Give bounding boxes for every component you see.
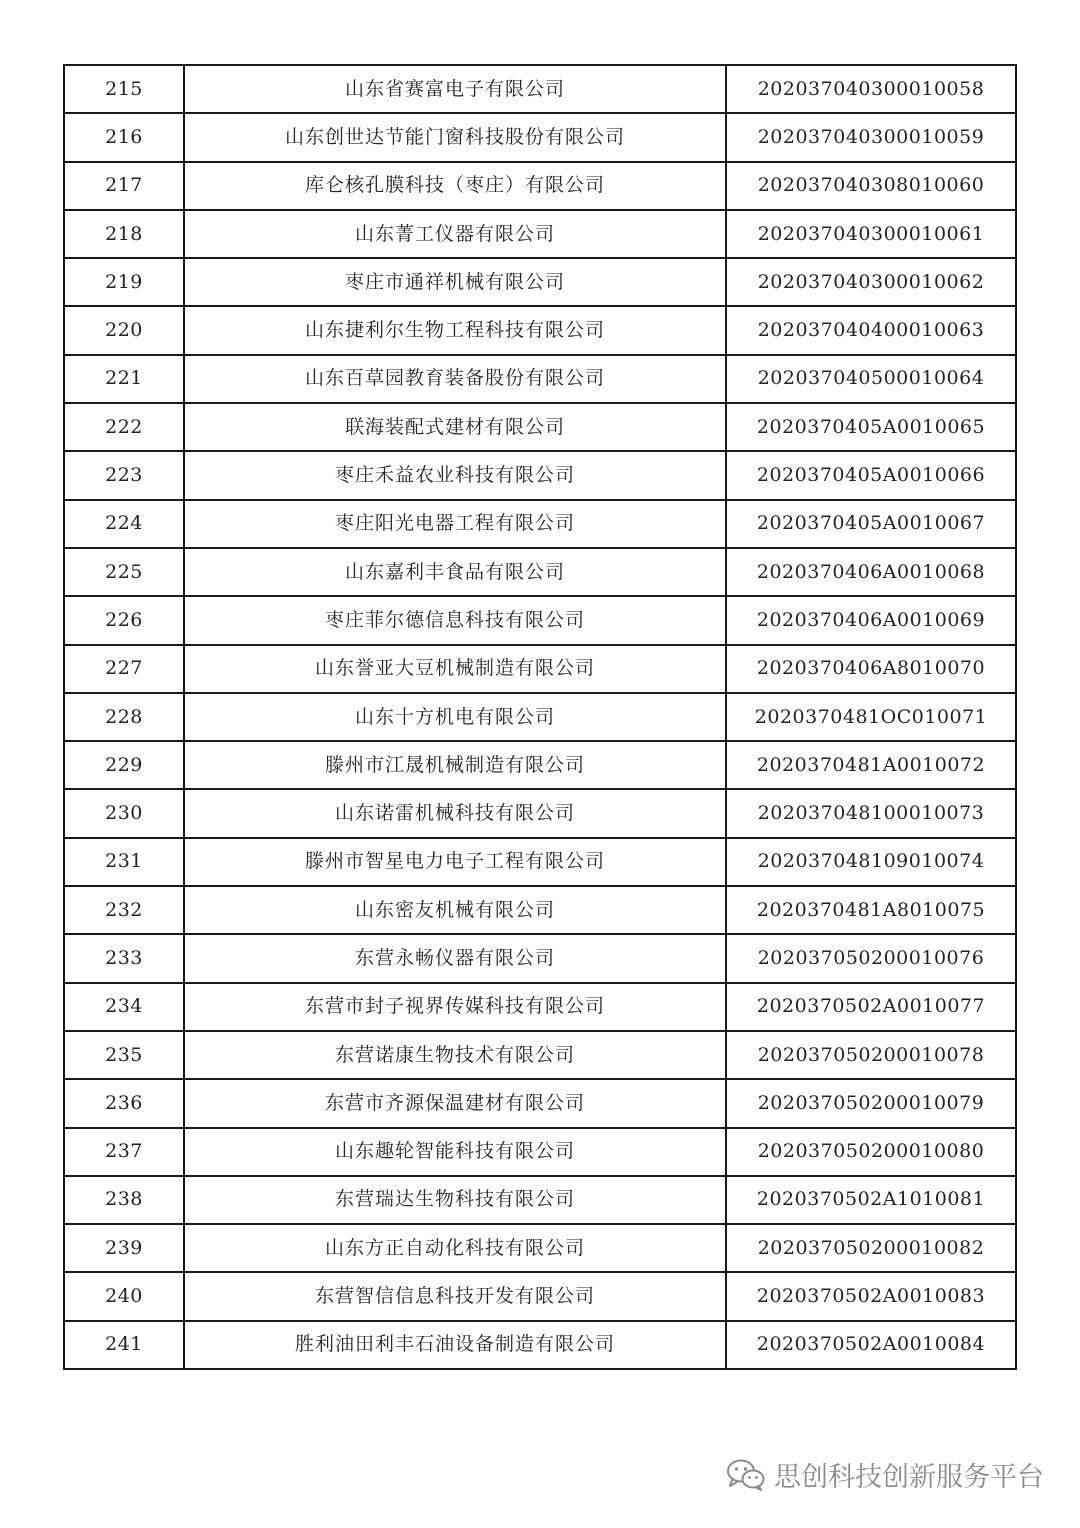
registration-code: 202037050200010079 [726, 1079, 1016, 1127]
row-number: 235 [64, 1031, 184, 1079]
registration-code: 2020370405A0010066 [726, 451, 1016, 499]
company-name: 东营诺康生物技术有限公司 [184, 1031, 726, 1079]
company-name: 枣庄市通祥机械有限公司 [184, 258, 726, 306]
company-name: 东营市封子视界传媒科技有限公司 [184, 983, 726, 1031]
watermark [726, 1455, 1044, 1494]
registration-code: 202037040300010061 [726, 210, 1016, 258]
row-number: 222 [64, 403, 184, 451]
row-number: 228 [64, 693, 184, 741]
table-row [64, 886, 1016, 934]
table-row [64, 645, 1016, 693]
row-number: 218 [64, 210, 184, 258]
registration-code: 2020370502A0010083 [726, 1272, 1016, 1320]
company-name: 东营永畅仪器有限公司 [184, 934, 726, 982]
row-number: 227 [64, 645, 184, 693]
registration-code: 202037048100010073 [726, 789, 1016, 837]
registration-code: 2020370481A8010075 [726, 886, 1016, 934]
table-row [64, 741, 1016, 789]
table-row [64, 983, 1016, 1031]
company-name: 滕州市江晟机械制造有限公司 [184, 741, 726, 789]
row-number: 238 [64, 1176, 184, 1224]
company-name: 山东趣轮智能科技有限公司 [184, 1128, 726, 1176]
table-row [64, 210, 1016, 258]
company-list-table [63, 64, 1017, 1370]
registration-code: 2020370405A0010065 [726, 403, 1016, 451]
company-name: 山东百草园教育装备股份有限公司 [184, 355, 726, 403]
company-name: 山东菁工仪器有限公司 [184, 210, 726, 258]
table-row [64, 934, 1016, 982]
registration-code: 202037040500010064 [726, 355, 1016, 403]
company-name: 山东创世达节能门窗科技股份有限公司 [184, 113, 726, 161]
company-name: 山东诺雷机械科技有限公司 [184, 789, 726, 837]
row-number: 219 [64, 258, 184, 306]
row-number: 230 [64, 789, 184, 837]
company-name: 东营瑞达生物科技有限公司 [184, 1176, 726, 1224]
table-row [64, 548, 1016, 596]
company-name: 东营智信信息科技开发有限公司 [184, 1272, 726, 1320]
row-number: 223 [64, 451, 184, 499]
registration-code: 202037050200010076 [726, 934, 1016, 982]
table-row [64, 403, 1016, 451]
registration-code: 2020370406A0010069 [726, 596, 1016, 644]
company-name: 枣庄阳光电器工程有限公司 [184, 500, 726, 548]
row-number: 241 [64, 1321, 184, 1369]
row-number: 239 [64, 1224, 184, 1272]
registration-code: 202037048109010074 [726, 838, 1016, 886]
table-row [64, 1272, 1016, 1320]
row-number: 236 [64, 1079, 184, 1127]
row-number: 221 [64, 355, 184, 403]
company-name: 山东十方机电有限公司 [184, 693, 726, 741]
table-row [64, 596, 1016, 644]
registration-code: 2020370502A0010077 [726, 983, 1016, 1031]
table-row [64, 1128, 1016, 1176]
company-name: 山东嘉利丰食品有限公司 [184, 548, 726, 596]
table-row [64, 306, 1016, 354]
company-name: 山东密友机械有限公司 [184, 886, 726, 934]
row-number: 216 [64, 113, 184, 161]
registration-code: 2020370481OC010071 [726, 693, 1016, 741]
table-row [64, 1079, 1016, 1127]
table-row [64, 693, 1016, 741]
row-number: 240 [64, 1272, 184, 1320]
registration-code: 2020370406A0010068 [726, 548, 1016, 596]
table-body [64, 65, 1016, 1369]
row-number: 232 [64, 886, 184, 934]
row-number: 226 [64, 596, 184, 644]
table-row [64, 1224, 1016, 1272]
watermark-text: 思创科技创新服务平台 [774, 1462, 1044, 1493]
registration-code: 202037050200010082 [726, 1224, 1016, 1272]
registration-code: 202037040308010060 [726, 162, 1016, 210]
wechat-icon [726, 1458, 766, 1492]
company-name: 联海装配式建材有限公司 [184, 403, 726, 451]
row-number: 225 [64, 548, 184, 596]
table-row [64, 1176, 1016, 1224]
company-name: 库仑核孔膜科技（枣庄）有限公司 [184, 162, 726, 210]
table-row [64, 258, 1016, 306]
table-row [64, 113, 1016, 161]
table-row [64, 789, 1016, 837]
table-row [64, 500, 1016, 548]
row-number: 220 [64, 306, 184, 354]
company-name: 滕州市智星电力电子工程有限公司 [184, 838, 726, 886]
table-row [64, 838, 1016, 886]
registration-code: 2020370481A0010072 [726, 741, 1016, 789]
registration-code: 202037040400010063 [726, 306, 1016, 354]
row-number: 229 [64, 741, 184, 789]
table-row [64, 451, 1016, 499]
registration-code: 2020370502A0010084 [726, 1321, 1016, 1369]
row-number: 237 [64, 1128, 184, 1176]
row-number: 215 [64, 65, 184, 113]
company-name: 山东捷利尔生物工程科技有限公司 [184, 306, 726, 354]
registration-code: 202037040300010058 [726, 65, 1016, 113]
table-row [64, 1321, 1016, 1369]
registration-code: 202037050200010080 [726, 1128, 1016, 1176]
row-number: 234 [64, 983, 184, 1031]
company-name: 枣庄菲尔德信息科技有限公司 [184, 596, 726, 644]
registration-code: 2020370405A0010067 [726, 500, 1016, 548]
company-name: 枣庄禾益农业科技有限公司 [184, 451, 726, 499]
row-number: 224 [64, 500, 184, 548]
company-name: 胜利油田利丰石油设备制造有限公司 [184, 1321, 726, 1369]
registration-code: 2020370406A8010070 [726, 645, 1016, 693]
table-row [64, 65, 1016, 113]
table-row [64, 355, 1016, 403]
registration-code: 2020370502A1010081 [726, 1176, 1016, 1224]
row-number: 217 [64, 162, 184, 210]
company-name: 东营市齐源保温建材有限公司 [184, 1079, 726, 1127]
registration-code: 202037040300010062 [726, 258, 1016, 306]
company-name: 山东省赛富电子有限公司 [184, 65, 726, 113]
registration-code: 202037040300010059 [726, 113, 1016, 161]
company-name: 山东誉亚大豆机械制造有限公司 [184, 645, 726, 693]
table-row [64, 162, 1016, 210]
company-name: 山东方正自动化科技有限公司 [184, 1224, 726, 1272]
row-number: 231 [64, 838, 184, 886]
registration-code: 202037050200010078 [726, 1031, 1016, 1079]
row-number: 233 [64, 934, 184, 982]
table-row [64, 1031, 1016, 1079]
